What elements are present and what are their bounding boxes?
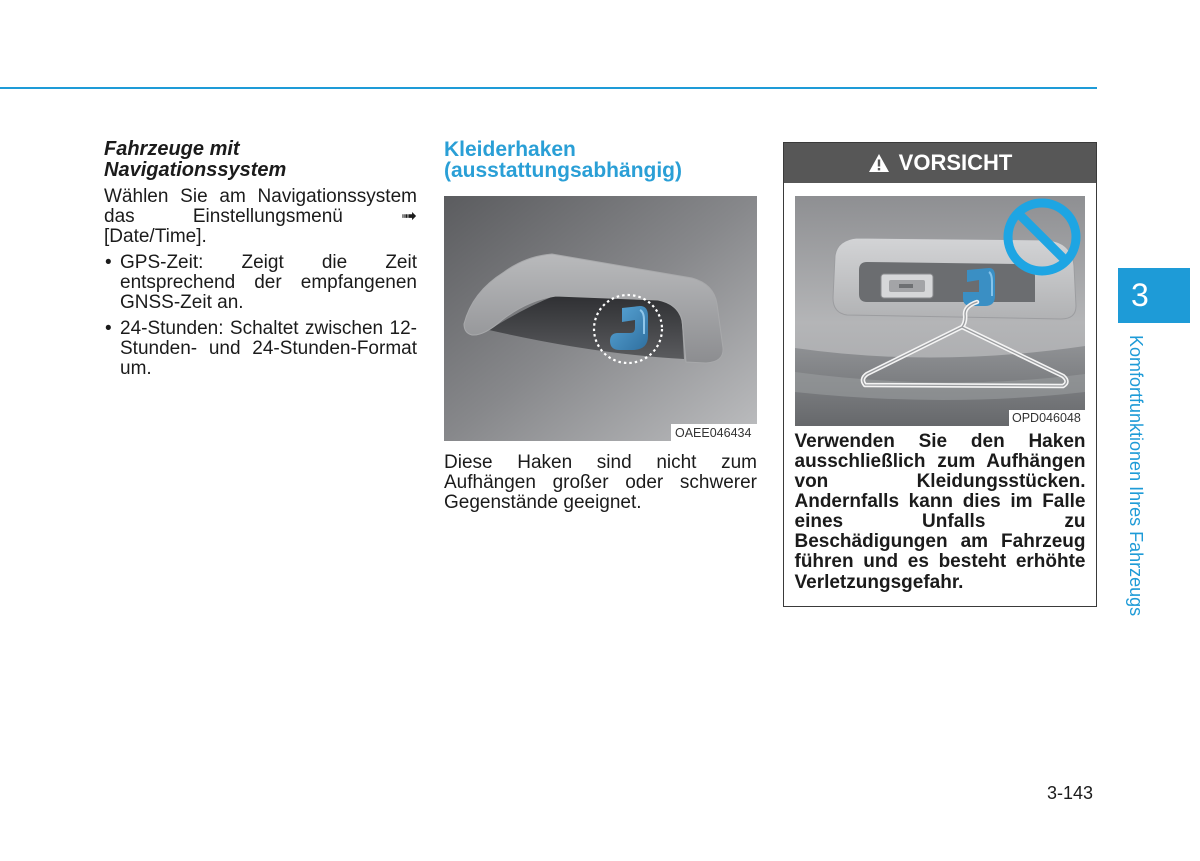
section-heading: Kleiderhaken (ausstattungsabhängig) [444, 138, 683, 182]
caution-box [783, 142, 1097, 607]
list-item-text: GPS-Zeit: Zeigt die Zeit entsprechend der empfangenen GNSS-Zeit an. [120, 252, 417, 313]
bullet-marker: • [105, 252, 112, 273]
subheading-line-2: Navigationssystem [104, 159, 287, 181]
page-number: 3-143 [1047, 783, 1094, 803]
figure-code-label: OAEE046434 [675, 426, 752, 440]
chapter-tab: 3 [1118, 268, 1190, 323]
hook-description: Diese Haken sind nicht zum Aufhängen großer oder schwerer Gegenstände geeignet. [444, 452, 757, 513]
bullet-marker: • [105, 318, 112, 339]
section-subheading [104, 139, 417, 181]
coat-hook-illustration [444, 196, 757, 441]
caution-title: VORSICHT [898, 150, 1013, 175]
figure-code-label: OPD046048 [1011, 410, 1081, 425]
list-item [104, 319, 417, 379]
subheading-line-1: Fahrzeuge mit [104, 138, 240, 160]
list-item [104, 253, 417, 313]
list-item-text: 24-Stunden: Schaltet zwischen 12-Stunden- und 24-Stunden-Format um. [120, 318, 417, 379]
hanger-illustration [795, 196, 1085, 426]
header-rule [0, 87, 1097, 89]
caution-header [784, 143, 1096, 183]
chapter-title: Komfortfunktionen Ihres Fahrzeugs [1126, 335, 1146, 617]
bullet-list [104, 253, 417, 385]
caution-text: Verwenden Sie den Haken ausschließlich zum Aufhängen von Kleidungsstücken. Andernfalls kann dies im Falle eines Unfalls zu Beschädigungen am Fahrzeug führen und es besteht erhöhte Verletzungsgefahr. [794, 430, 1086, 593]
warning-icon [868, 153, 890, 173]
intro-paragraph: Wählen Sie am Navigationssystem das Einstellungsmenü ➟ [Date/Time]. [104, 186, 417, 247]
interior-light [881, 274, 933, 298]
